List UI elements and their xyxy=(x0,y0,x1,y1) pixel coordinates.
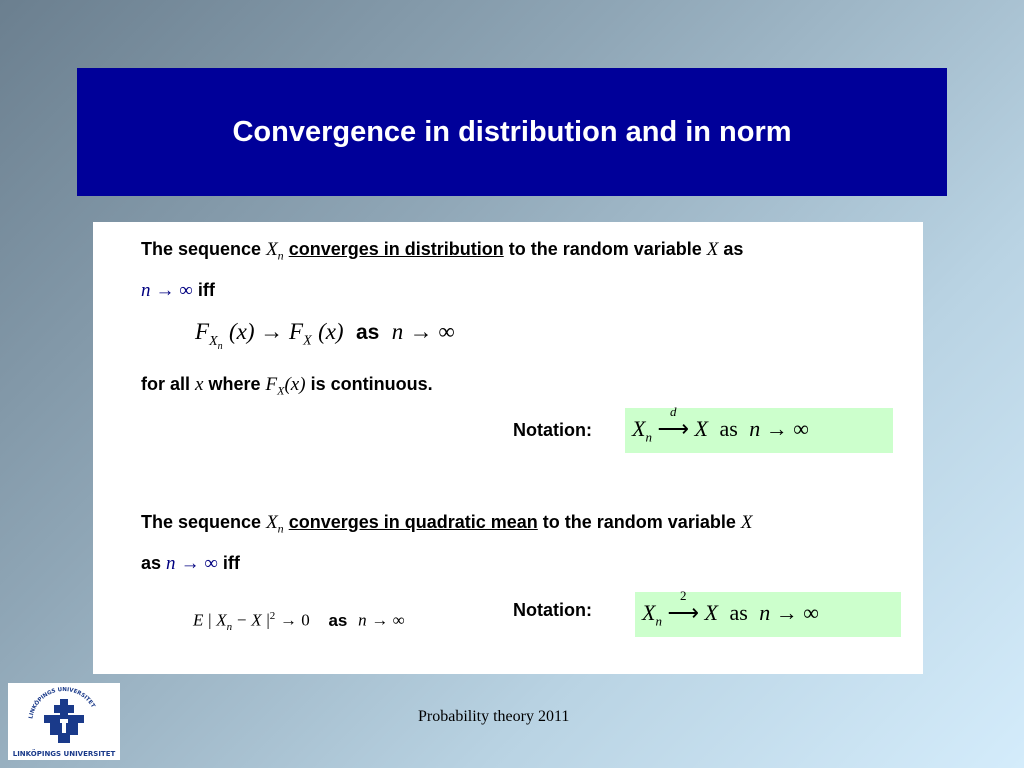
title-banner xyxy=(77,68,947,196)
distribution-definition-line-1: The sequence $X_n$ converges in distribution to the random variable X as xyxy=(141,239,744,263)
distribution-formula: $F_{X_n}$ $(x) \to F_X$ (x) as n → ∞ xyxy=(195,319,455,352)
quadratic-mean-definition-line-2: as n → ∞ iff xyxy=(141,553,240,574)
notation-box-quadratic: $X_n$ 2 ⟶ X as n → ∞ xyxy=(635,592,901,637)
notation-box-distribution: $X_n$ d ⟶ X as n → ∞ xyxy=(625,408,893,453)
footer-text: Probability theory 2011 xyxy=(418,708,570,725)
notation-label-quadratic: Notation: xyxy=(513,600,592,620)
term-converges-in-distribution: converges in distribution xyxy=(288,239,504,259)
convergence-arrow-d: d ⟶ xyxy=(657,404,689,441)
notation-label-distribution: Notation: xyxy=(513,420,592,440)
convergence-arrow-2: 2 ⟶ xyxy=(667,588,699,625)
quadratic-mean-definition-line-1: The sequence $X_n$ converges in quadratic mean to the random variable X xyxy=(141,512,753,536)
distribution-definition-line-2: n → ∞ iff xyxy=(141,280,215,301)
quadratic-mean-formula: E | $X_n - X$ $|^2 \to 0$ as n → ∞ xyxy=(193,610,405,634)
slide-title: Convergence in distribution and in norm xyxy=(232,115,792,148)
svg-text:LINKÖPINGS UNIVERSITET: LINKÖPINGS UNIVERSITET xyxy=(28,686,96,720)
university-logo xyxy=(8,683,120,760)
continuity-condition: for all x where $F_X(x)$ is continuous. xyxy=(141,374,433,398)
term-converges-in-quadratic-mean: converges in quadratic mean xyxy=(288,512,538,532)
liu-emblem-icon xyxy=(8,683,120,760)
content-panel xyxy=(93,222,923,674)
university-name: LINKÖPINGS UNIVERSITET xyxy=(12,750,116,758)
